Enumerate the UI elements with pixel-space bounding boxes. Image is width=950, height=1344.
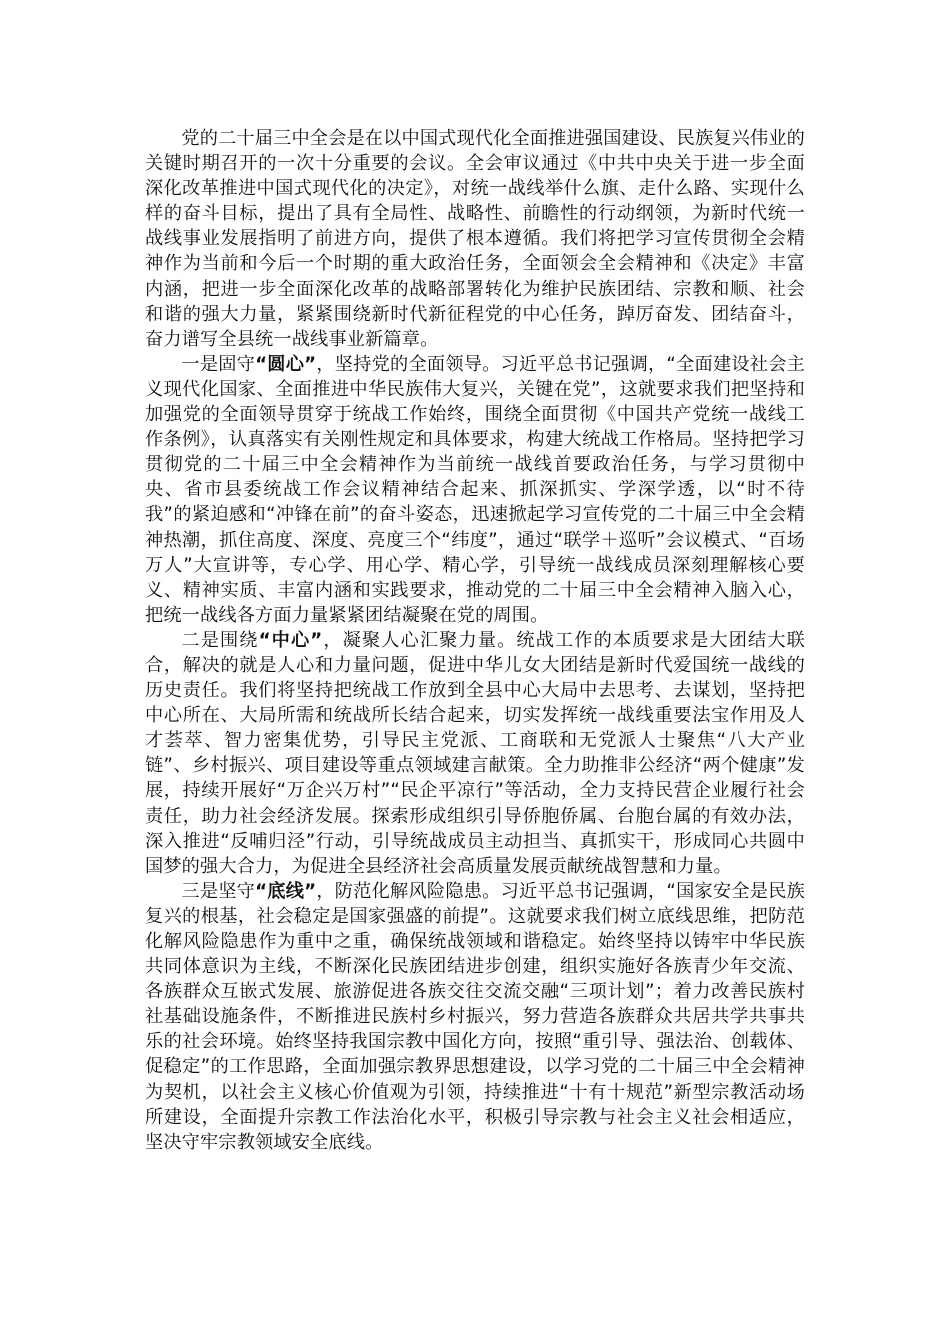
document-body (145, 126, 805, 1155)
point-one-lead: 一是固守 (181, 353, 256, 375)
paragraph-point-three (145, 879, 805, 1155)
point-three-keyword: “底线” (255, 880, 317, 902)
paragraph-point-two (145, 628, 805, 879)
point-three-lead: 三是坚守 (181, 880, 256, 902)
paragraph-intro-text: 党的二十届三中全会是在以中国式现代化全面推进强国建设、民族复兴伟业的关键时期召开的一次十分重要的会议。全会审议通过《中共中央关于进一步全面深化改革推进中国式现代化的决定》，对统一战线举什么旗、走什么路、实现什么样的奋斗目标，提出了具有全局性、战略性、前瞻性的行动纲领，为新时代统一战线事业发展指明了前进方向，提供了根本遵循。我们将把学习宣传贯彻全会精神作为当前和今后一个时期的重大政治任务，全面领会全会精神和《决定》丰富内涵，把进一步全面深化改革的战略部署转化为维护民族团结、宗教和顺、社会和谐的强大力量，紧紧围绕新时代新征程党的中心任务，踔厉奋发、团结奋斗，奋力谱写全县统一战线事业新篇章。 (145, 128, 805, 350)
paragraph-point-one (145, 352, 805, 628)
point-one-text: ，坚持党的全面领导。习近平总书记强调，“全面建设社会主义现代化国家、全面推进中华民族伟大复兴，关键在党”，这就要求我们把坚持和加强党的全面领导贯穿于统战工作始终，围绕全面贯彻《中国共产党统一战线工作条例》，认真落实有关刚性规定和具体要求，构建大统战工作格局。坚持把学习贯彻党的二十届三中全会精神作为当前统一战线首要政治任务，与学习贯彻中央、省市县委统战工作会议精神结合起来、抓深抓实、学深学透，以“时不待我”的紧迫感和“冲锋在前”的奋斗姿态，迅速掀起学习宣传党的二十届三中全会精神热潮，抓住高度、深度、亮度三个“纬度”，通过“联学＋巡听”会议模式、“百场万人”大宣讲等，专心学、用心学、精心学，引导统一战线成员深刻理解核心要义、精神实质、丰富内涵和实践要求，推动党的二十届三中全会精神入脑入心，把统一战线各方面力量紧紧团结凝聚在党的周围。 (145, 353, 805, 626)
point-two-lead: 二是围绕 (181, 629, 259, 651)
point-one-keyword: “圆心” (255, 353, 317, 375)
point-two-keyword: “中心” (258, 629, 323, 651)
paragraph-intro (145, 126, 805, 352)
point-two-text: ，凝聚人心汇聚力量。统战工作的本质要求是大团结大联合，解决的就是人心和力量问题，促进中华儿女大团结是新时代爱国统一战线的历史责任。我们将坚持把统战工作放到全县中心大局中去思考、去谋划，坚持把中心所在、大局所需和统战所长结合起来，切实发挥统一战线重要法宝作用及人才荟萃、智力密集优势，引导民主党派、工商联和无党派人士聚焦“八大产业链”、乡村振兴、项目建设等重点领域建言献策。全力助推非公经济“两个健康”发展，持续开展好“万企兴万村”“民企平凉行”等活动，全力支持民营企业履行社会责任，助力社会经济发展。探索形成组织引导侨胞侨属、台胞台属的有效办法，深入推进“反哺归泾”行动，引导统战成员主动担当、真抓实干，形成同心共圆中国梦的强大合力，为促进全县经济社会高质量发展贡献统战智慧和力量。 (145, 629, 805, 877)
point-three-text: ，防范化解风险隐患。习近平总书记强调，“国家安全是民族复兴的根基，社会稳定是国家强盛的前提”。这就要求我们树立底线思维，把防范化解风险隐患作为重中之重，确保统战领域和谐稳定。始终坚持以铸牢中华民族共同体意识为主线，不断深化民族团结进步创建，组织实施好各族青少年交流、各族群众互嵌式发展、旅游促进各族交往交流交融“三项计划”；着力改善民族村社基础设施条件，不断推进民族村乡村振兴，努力营造各族群众共居共学共事共乐的社会环境。始终坚持我国宗教中国化方向，按照“重引导、强法治、创载体、促稳定”的工作思路，全面加强宗教界思想建设，以学习党的二十届三中全会精神为契机，以社会主义核心价值观为引领，持续推进“十有十规范”新型宗教活动场所建设，全面提升宗教工作法治化水平，积极引导宗教与社会主义社会相适应，坚决守牢宗教领域安全底线。 (145, 880, 805, 1153)
